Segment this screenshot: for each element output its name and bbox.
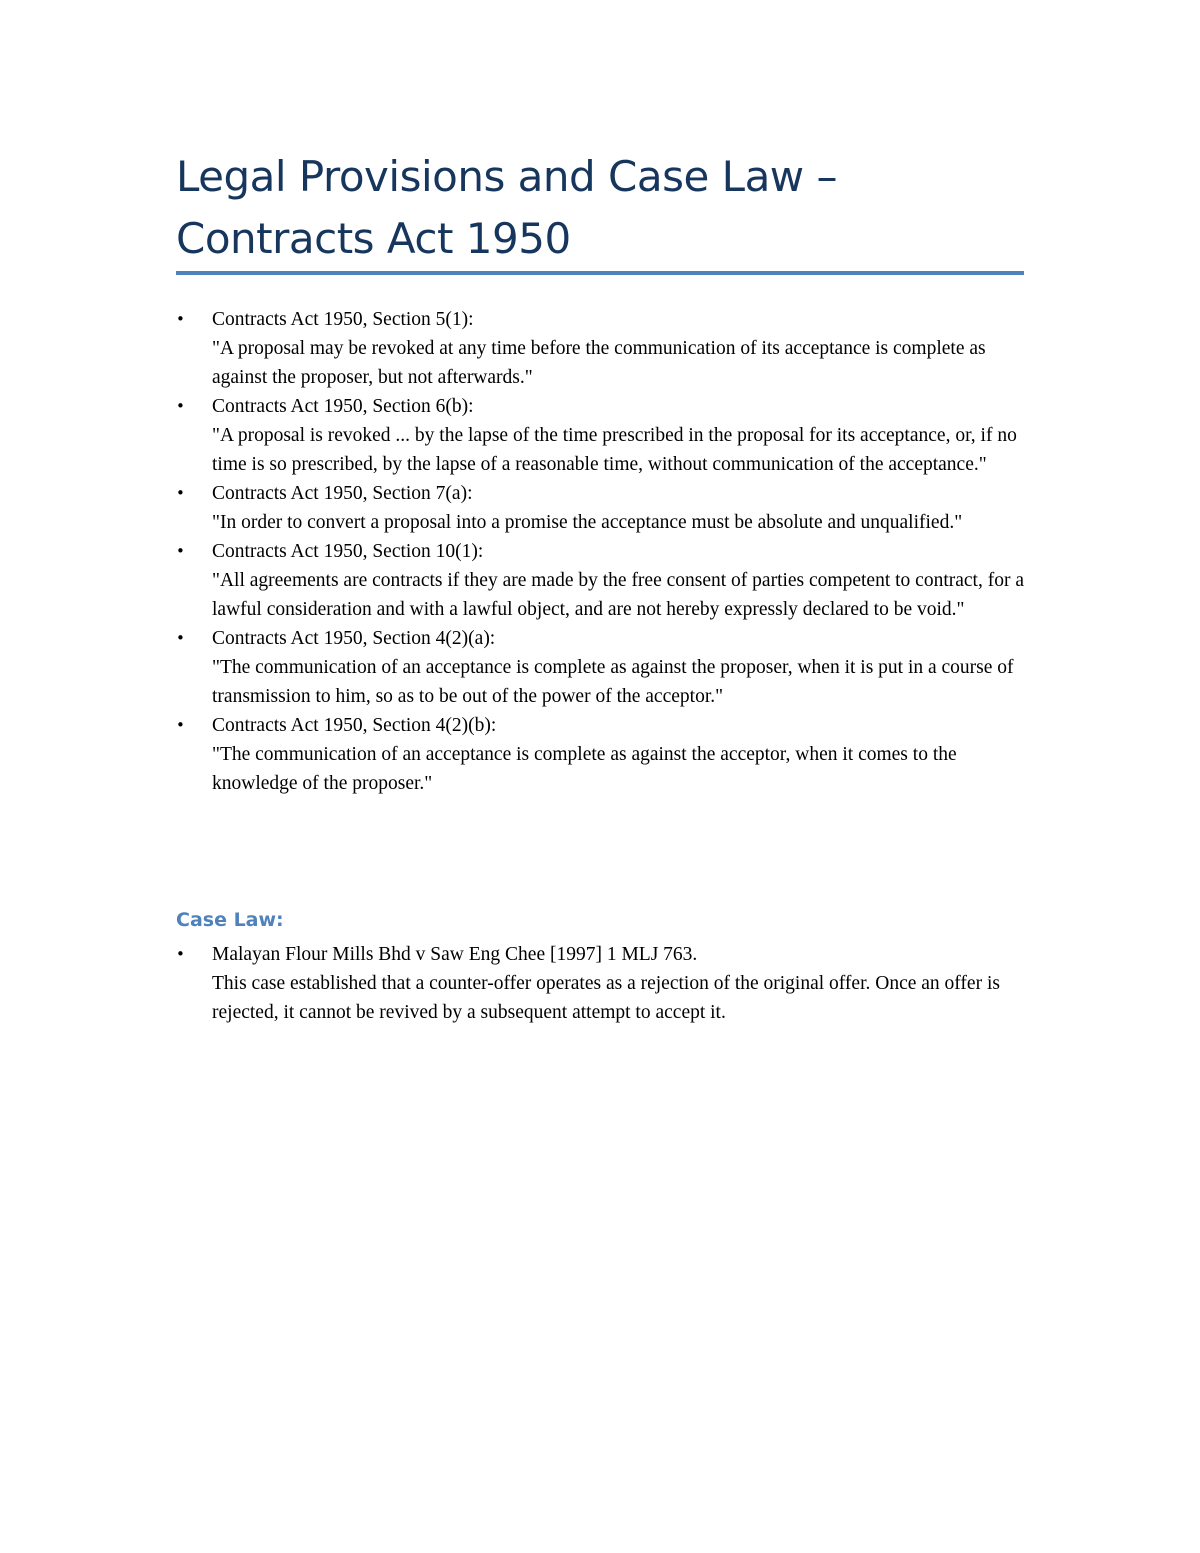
provision-heading: Contracts Act 1950, Section 6(b): — [212, 396, 474, 417]
provision-text: "A proposal may be revoked at any time before the communication of its acceptance is complete as against the proposer, but not afterwards." — [212, 338, 986, 388]
provision-heading: Contracts Act 1950, Section 10(1): — [212, 541, 484, 562]
provision-text: "The communication of an acceptance is complete as against the acceptor, when it comes to the knowledge of the proposer." — [212, 744, 957, 794]
provision-text: "In order to convert a proposal into a promise the acceptance must be absolute and unqualified." — [212, 512, 963, 533]
case-summary: This case established that a counter-offer operates as a rejection of the original offer. Once an offer is rejected, it cannot be revived by a subsequent attempt to accept it. — [212, 973, 1000, 1023]
bullet-icon: • — [176, 484, 185, 502]
page-title: Legal Provisions and Case Law – Contracts Act 1950 — [176, 152, 838, 263]
provision-heading: Contracts Act 1950, Section 4(2)(a): — [212, 628, 496, 649]
bullet-icon: • — [176, 629, 185, 647]
provision-heading: Contracts Act 1950, Section 7(a): — [212, 483, 473, 504]
provision-text: "The communication of an acceptance is complete as against the proposer, when it is put in a course of transmission to him, so as to be out of the power of the acceptor." — [212, 657, 1014, 707]
title-underline — [176, 271, 1024, 275]
list-item — [176, 392, 1024, 479]
provisions-list — [176, 305, 1024, 798]
bullet-icon: • — [176, 542, 185, 560]
list-item — [176, 624, 1024, 711]
case-citation: Malayan Flour Mills Bhd v Saw Eng Chee [1997] 1 MLJ 763. — [212, 944, 698, 965]
list-item — [176, 537, 1024, 624]
case-law-list — [176, 940, 1024, 1027]
bullet-icon: • — [176, 310, 185, 328]
provision-text: "A proposal is revoked ... by the lapse of the time prescribed in the proposal for its acceptance, or, if no time is so prescribed, by the lapse of a reasonable time, without communication of the acceptance." — [212, 425, 1017, 475]
bullet-icon: • — [176, 716, 185, 734]
case-law-heading: Case Law: — [176, 909, 284, 931]
list-item — [176, 711, 1024, 798]
provision-text: "All agreements are contracts if they are made by the free consent of parties competent to contract, for a lawful consideration and with a lawful object, and are not hereby expressly declared to be void." — [212, 570, 1024, 620]
list-item — [176, 940, 1024, 1027]
bullet-icon: • — [176, 397, 185, 415]
list-item — [176, 479, 1024, 537]
bullet-icon: • — [176, 945, 185, 963]
provision-heading: Contracts Act 1950, Section 4(2)(b): — [212, 715, 497, 736]
provision-heading: Contracts Act 1950, Section 5(1): — [212, 309, 474, 330]
list-item — [176, 305, 1024, 392]
